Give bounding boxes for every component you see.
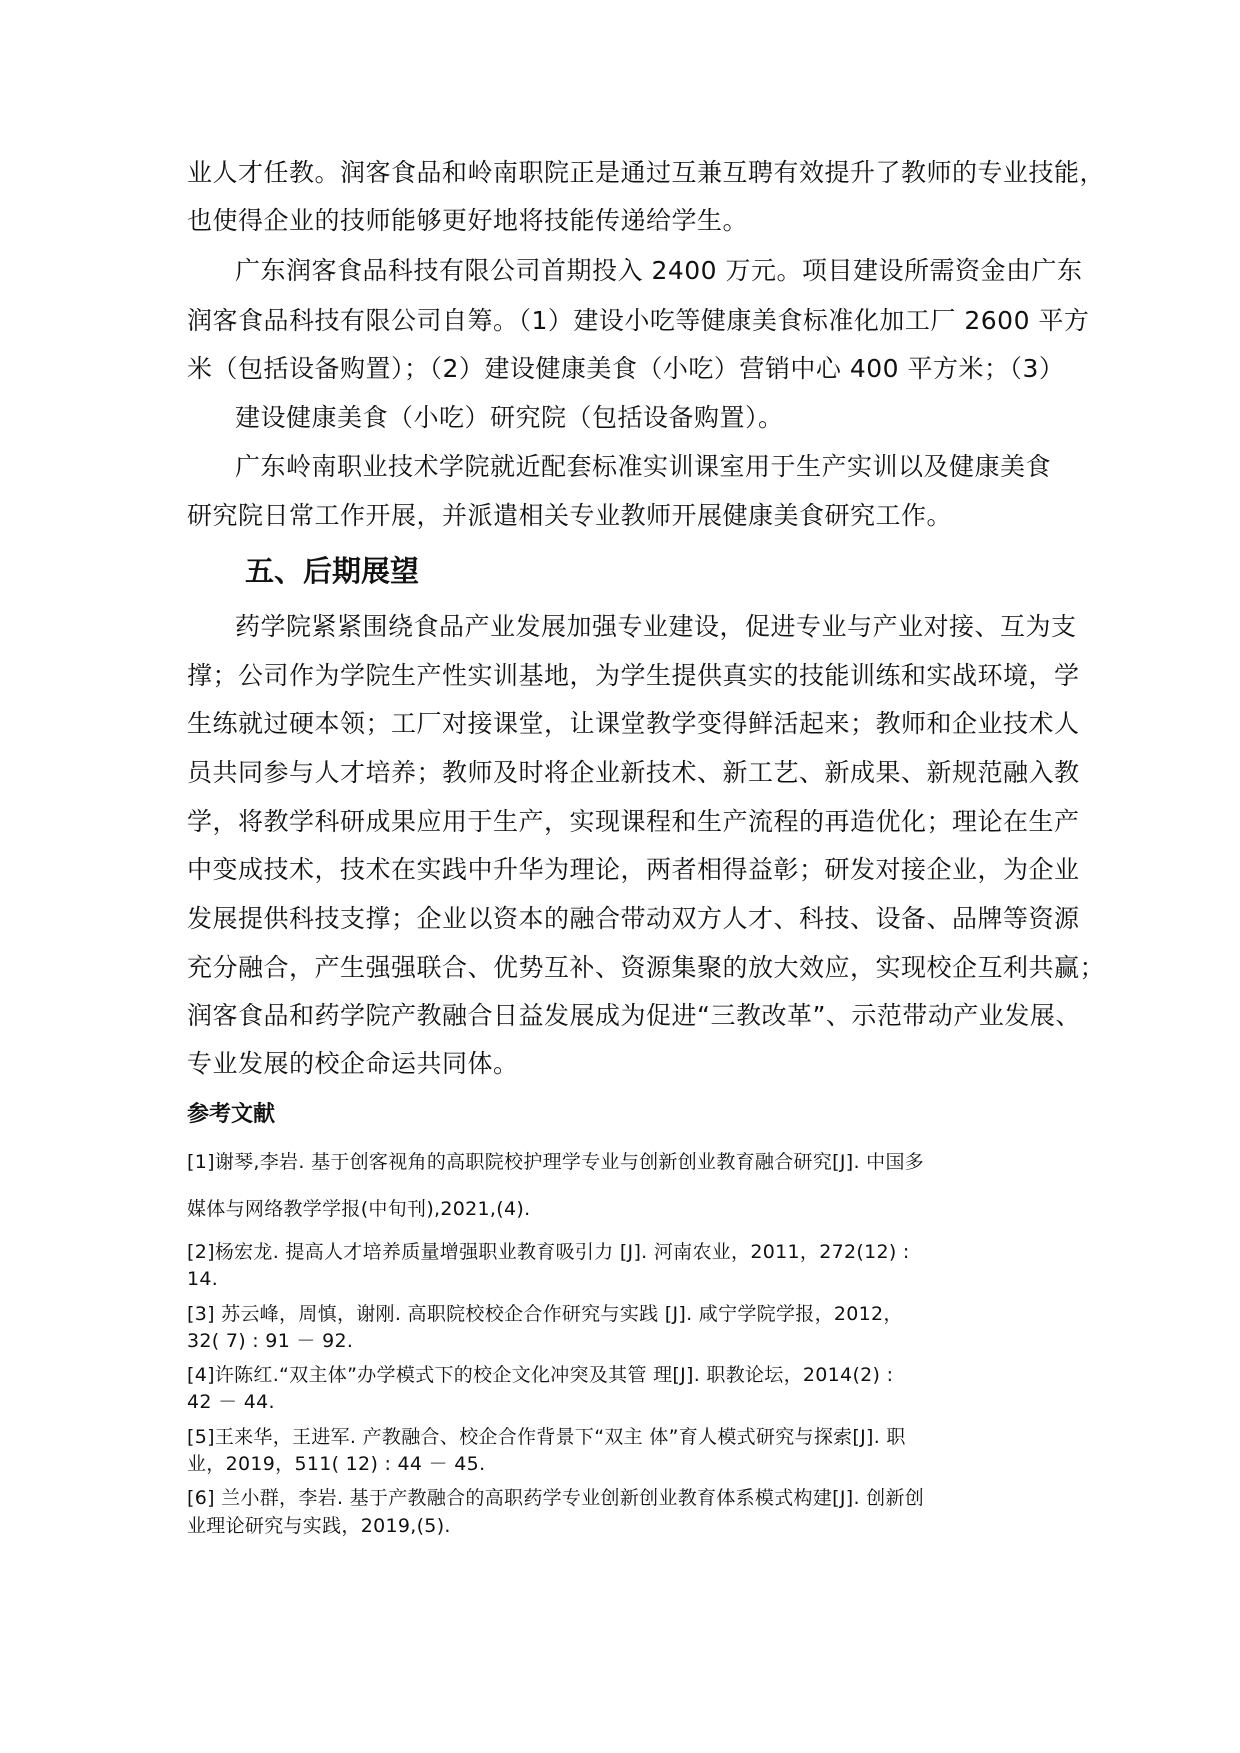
- reference-line: [3] 苏云峰，周慎，谢刚. 高职院校校企合作研究与实践 [J]. 咸宁学院学报，2012，: [187, 1303, 903, 1325]
- paragraph-line: 广东润客食品科技有限公司首期投入 2400 万元。项目建设所需资金由广东: [235, 256, 1083, 285]
- paragraph-line: 学，将教学科研成果应用于生产，实现课程和生产流程的再造优化；理论在生产: [187, 807, 1080, 836]
- paragraph-line: 员共同参与人才培养；教师及时将企业新技术、新工艺、新成果、新规范融入教: [187, 758, 1080, 787]
- reference-line: 42 － 44.: [187, 1391, 275, 1413]
- paragraph-line: 业人才任教。润客食品和岭南职院正是通过互兼互聘有效提升了教师的专业技能，: [187, 158, 1106, 187]
- paragraph-line: 广东岭南职业技术学院就近配套标准实训课室用于生产实训以及健康美食: [235, 452, 1052, 481]
- paragraph-line: 中变成技术，技术在实践中升华为理论，两者相得益彰；研发对接企业，为企业: [187, 855, 1080, 884]
- section-heading: 五、后期展望: [245, 554, 420, 588]
- paragraph-line: 米（包括设备购置）；（2）建设健康美食（小吃）营销中心 400 平方米；（3）: [187, 354, 1065, 383]
- reference-line: [2]杨宏龙. 提高人才培养质量增强职业教育吸引力 [J]. 河南农业，2011，272(12) :: [187, 1241, 910, 1263]
- paragraph-line: 润客食品和药学院产教融合日益发展成为促进“三教改革”、示范带动产业发展、: [187, 1001, 1081, 1030]
- paragraph-line: 生练就过硬本领；工厂对接课堂，让课堂教学变得鲜活起来；教师和企业技术人: [187, 709, 1080, 738]
- reference-line: 业，2019，511( 12) : 44 － 45.: [187, 1453, 486, 1475]
- paragraph-line: 润客食品科技有限公司自筹。（1）建设小吃等健康美食标准化加工厂 2600 平方: [187, 306, 1090, 335]
- paragraph-line: 专业发展的校企命运共同体。: [187, 1049, 519, 1078]
- reference-line: 业理论研究与实践，2019,(5).: [187, 1515, 451, 1537]
- paragraph-line: 建设健康美食（小吃）研究院（包括设备购置）。: [235, 403, 784, 432]
- reference-line: 32( 7) : 91 － 92.: [187, 1330, 354, 1352]
- paragraph-line: 发展提供科技支撑；企业以资本的融合带动双方人才、科技、设备、品牌等资源: [187, 904, 1080, 933]
- paragraph-line: 也使得企业的技师能够更好地将技能传递给学生。: [187, 206, 749, 235]
- reference-line: [5]王来华，王进军. 产教融合、校企合作背景下“双主 体”育人模式研究与探索[J]. 职: [187, 1426, 906, 1448]
- paragraph-line: 药学院紧紧围绕食品产业发展加强专业建设，促进专业与产业对接、互为支: [235, 612, 1077, 641]
- references-title: 参考文献: [187, 1102, 276, 1127]
- reference-line: 媒体与网络教学学报(中旬刊),2021,(4).: [187, 1198, 531, 1220]
- paragraph-line: 研究院日常工作开展，并派遣相关专业教师开展健康美食研究工作。: [187, 501, 953, 530]
- paragraph-line: 撑；公司作为学院生产性实训基地，为学生提供真实的技能训练和实战环境，学: [187, 661, 1080, 690]
- reference-line: [1]谢琴,李岩. 基于创客视角的高职院校护理学专业与创新创业教育融合研究[J]. 中国多: [187, 1151, 925, 1173]
- reference-line: [4]许陈红.“双主体”办学模式下的校企文化冲突及其管 理[J]. 职教论坛，2014(2) :: [187, 1364, 894, 1386]
- reference-line: [6] 兰小群，李岩. 基于产教融合的高职药学专业创新创业教育体系模式构建[J]. 创新创: [187, 1487, 925, 1509]
- paragraph-line: 充分融合，产生强强联合、优势互补、资源集聚的放大效应，实现校企互利共赢；: [187, 953, 1106, 982]
- reference-line: 14.: [187, 1268, 219, 1290]
